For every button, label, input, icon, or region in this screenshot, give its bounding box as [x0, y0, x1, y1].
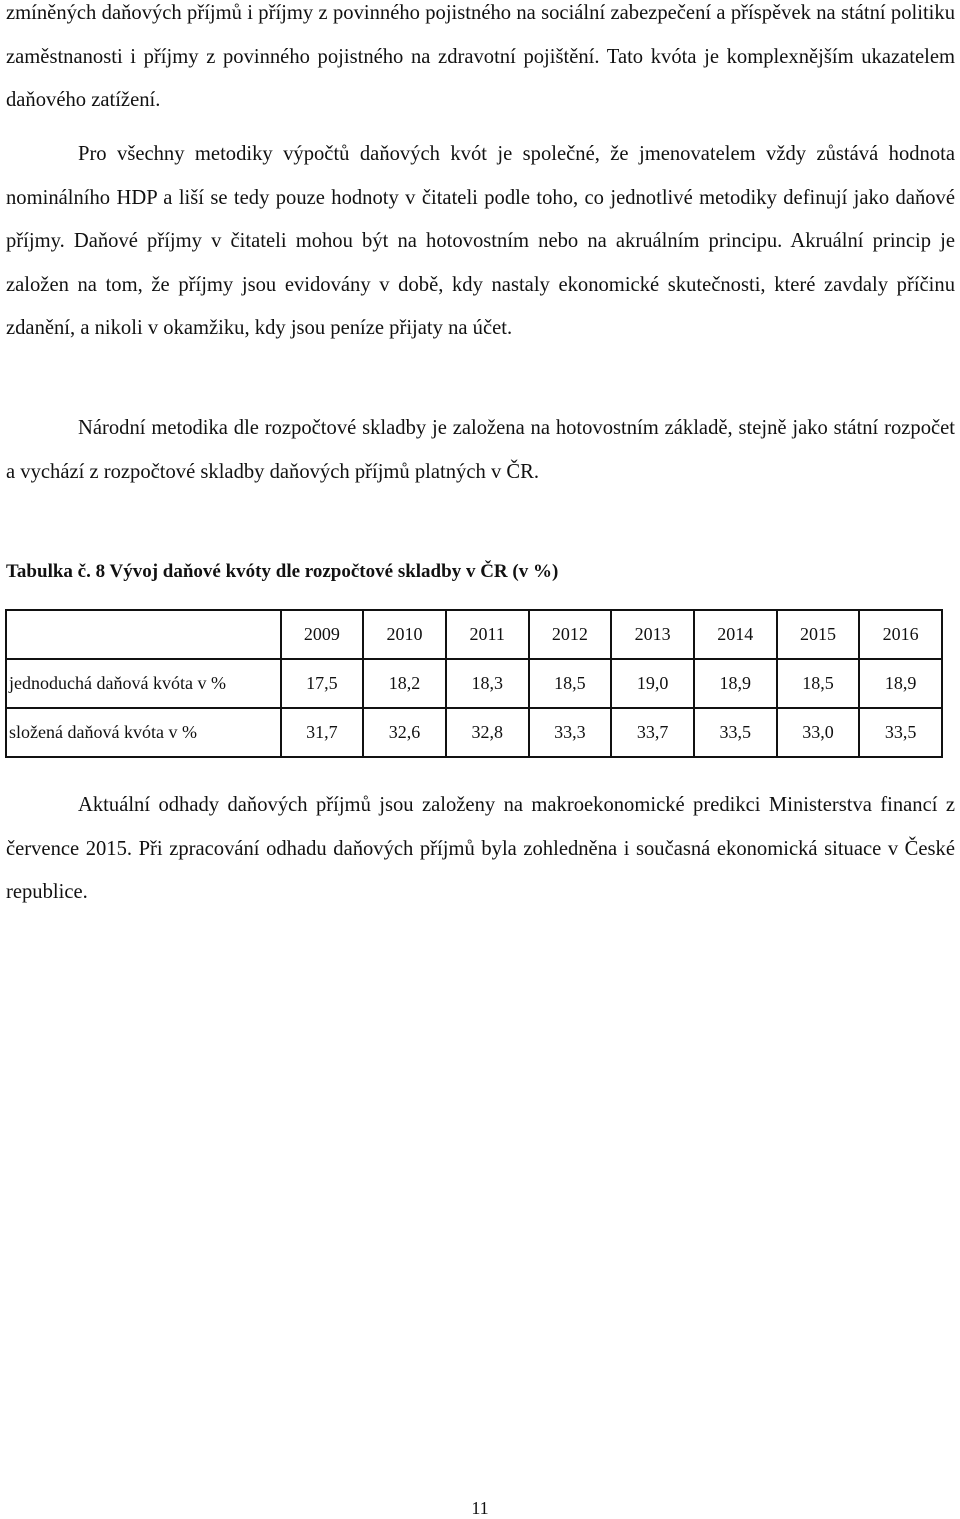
table-row	[6, 659, 942, 708]
paragraph-national-methodology: Národní metodika dle rozpočtové skladby je založena na hotovostním základě, stejně jako státní rozpočet a vychází z rozpočtové skladby daňových příjmů platných v ČR.	[6, 417, 955, 483]
table-cell: 33,5	[694, 708, 777, 757]
year-header: 2012	[529, 610, 612, 659]
row-label: jednoduchá daňová kvóta v %	[6, 659, 281, 708]
year-header: 2016	[859, 610, 942, 659]
year-header: 2009	[281, 610, 364, 659]
table-cell: 33,7	[611, 708, 694, 757]
year-header: 2013	[611, 610, 694, 659]
table-cell: 32,8	[446, 708, 529, 757]
table-caption: Tabulka č. 8 Vývoj daňové kvóty dle rozpočtové skladby v ČR (v %)	[6, 561, 559, 582]
table-cell: 18,5	[529, 659, 612, 708]
table-cell: 18,5	[777, 659, 860, 708]
table-cell: 18,9	[859, 659, 942, 708]
table-cell: 17,5	[281, 659, 364, 708]
table-cell: 31,7	[281, 708, 364, 757]
table-cell: 32,6	[363, 708, 446, 757]
paragraph-methodology: Pro všechny metodiky výpočtů daňových kvót je společné, že jmenovatelem vždy zůstává hodnota nominálního HDP a liší se tedy pouze hodnoty v čitateli podle toho, co jednotlivé metodiky definují jako daňové příjmy. Daňové příjmy v čitateli mohou být na hotovostním nebo na akruálním principu. Akruální princip je založen na tom, že příjmy jsou evidovány v době, kdy nastaly ekonomické skutečnosti, které zavdaly příčinu zdanění, a nikoli v okamžiku, kdy jsou peníze přijaty na účet.	[6, 143, 955, 339]
year-header: 2011	[446, 610, 529, 659]
table-cell: 18,3	[446, 659, 529, 708]
page-number: 11	[471, 1498, 489, 1518]
table-cell: 33,5	[859, 708, 942, 757]
table-row	[6, 708, 942, 757]
tax-quota-table	[5, 609, 943, 758]
year-header: 2015	[777, 610, 860, 659]
year-header: 2010	[363, 610, 446, 659]
table-cell: 18,2	[363, 659, 446, 708]
paragraph-tax-quota-definition: zmíněných daňových příjmů i příjmy z povinného pojistného na sociální zabezpečení a příspěvek na státní politiku zaměstnanosti i příjmy z povinného pojistného na zdravotní pojištění. Tato kvóta je komplexnějším ukazatelem daňového zatížení.	[6, 2, 955, 111]
table-header-row	[6, 610, 942, 659]
table-cell: 33,3	[529, 708, 612, 757]
table-cell: 18,9	[694, 659, 777, 708]
paragraph-tax-revenue-estimates: Aktuální odhady daňových příjmů jsou založeny na makroekonomické predikci Ministerstva financí z července 2015. Při zpracování odhadu daňových příjmů byla zohledněna i současná ekonomická situace v České republice.	[6, 794, 955, 903]
year-header: 2014	[694, 610, 777, 659]
table-cell: 33,0	[777, 708, 860, 757]
row-label: složená daňová kvóta v %	[6, 708, 281, 757]
table-cell: 19,0	[611, 659, 694, 708]
table-corner-cell	[6, 610, 281, 659]
